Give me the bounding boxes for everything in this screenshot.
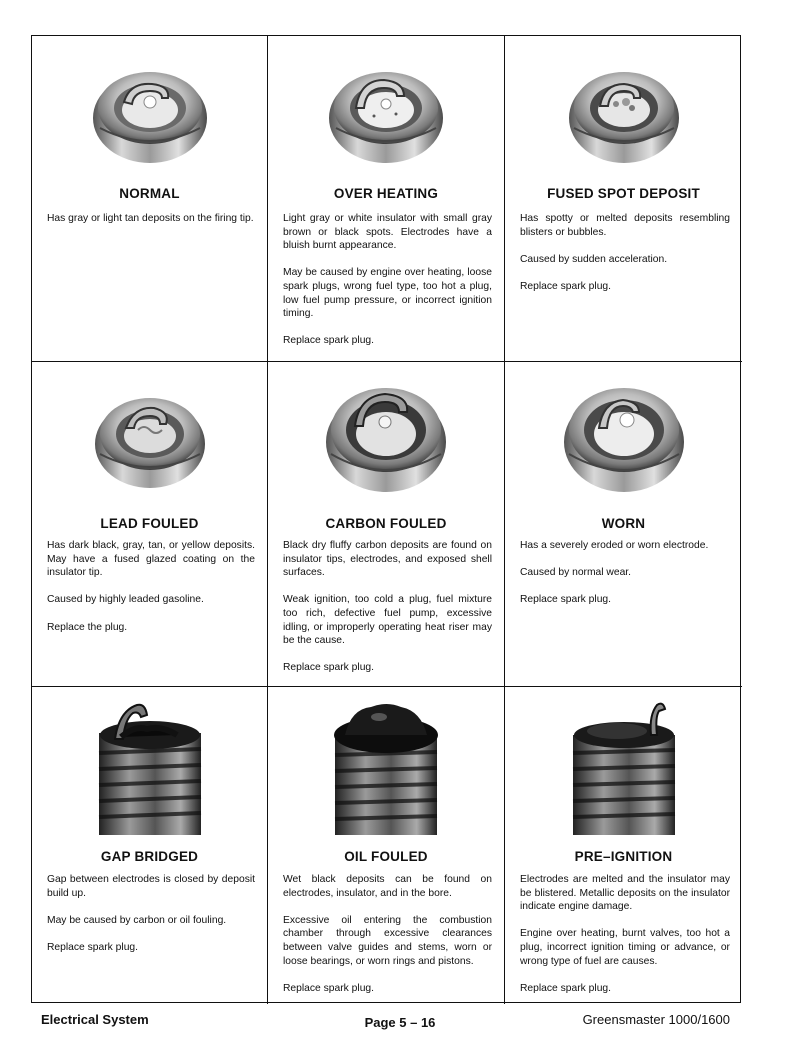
paragraph: May be caused by carbon or oil fouling. (47, 914, 227, 926)
cell-gap-bridged (32, 687, 268, 1004)
cell-body (47, 212, 255, 239)
paragraph: Excessive oil entering the combustion chamber through excessive clearances between valve guides and stems, worn or loose bearings, or worn rings and pistons. (283, 914, 492, 967)
cell-title: OVER HEATING (333, 186, 439, 201)
cell-body (283, 539, 492, 689)
cell-body (283, 212, 492, 362)
paragraph: Caused by highly leaded gasoline. (47, 594, 204, 606)
cell-title: WORN (601, 516, 646, 531)
paragraph: Gap between electrodes is closed by deposit build up. (47, 874, 255, 899)
cell-body (520, 873, 730, 1009)
paragraph: Replace spark plug. (283, 335, 375, 347)
footer-section-title: Electrical System (41, 1012, 149, 1027)
cell-body (47, 539, 255, 648)
paragraph: Replace the plug. (47, 621, 128, 633)
paragraph: Light gray or white insulator with small gray brown or black spots. Electrodes have a bluish burnt appearance. (283, 213, 492, 252)
over-heating-plug-photo (326, 58, 446, 168)
cell-body (283, 873, 492, 1009)
footer-product-name: Greensmaster 1000/1600 (582, 1012, 730, 1027)
paragraph: Replace spark plug. (47, 941, 139, 953)
fused-spot-plug-photo (564, 58, 684, 168)
paragraph: Replace spark plug. (520, 594, 612, 606)
oil-fouled-plug-photo (321, 695, 451, 835)
footer-page-number: Page 5 – 16 (364, 1015, 436, 1030)
paragraph: Has gray or light tan deposits on the firing tip. (47, 213, 254, 224)
paragraph: Has dark black, gray, tan, or yellow deposits. May have a fused glazed coating on the insulator tip. (47, 540, 255, 579)
normal-plug-photo (90, 58, 210, 168)
cell-body (47, 873, 255, 968)
cell-title: GAP BRIDGED (100, 849, 199, 864)
cell-fused-spot-deposit (505, 36, 742, 362)
spark-plug-grid (31, 35, 741, 1003)
cell-normal (32, 36, 268, 362)
paragraph: Has spotty or melted deposits resembling blisters or bubbles. (520, 213, 730, 238)
cell-carbon-fouled (268, 362, 505, 687)
paragraph: Has a severely eroded or worn electrode. (520, 540, 709, 551)
cell-oil-fouled (268, 687, 505, 1004)
cell-over-heating (268, 36, 505, 362)
cell-title: OIL FOULED (344, 849, 428, 864)
paragraph: Replace spark plug. (283, 662, 375, 674)
paragraph: Replace spark plug. (520, 982, 612, 994)
cell-title: LEAD FOULED (100, 516, 199, 531)
cell-title: NORMAL (119, 186, 180, 201)
lead-fouled-plug-photo (90, 382, 210, 492)
carbon-fouled-plug-photo (321, 368, 451, 498)
paragraph: Caused by normal wear. (520, 567, 632, 579)
paragraph: May be caused by engine over heating, loose spark plugs, wrong fuel type, too hot a plug, low fuel pump pressure, or incorrect ignition timing. (283, 267, 492, 320)
cell-body (520, 212, 730, 307)
pre-ignition-plug-photo (559, 695, 689, 835)
paragraph: Replace spark plug. (520, 280, 612, 292)
paragraph: Electrodes are melted and the insulator may be blistered. Metallic deposits on the insulator indicate engine damage. (520, 874, 730, 913)
cell-title: PRE–IGNITION (574, 849, 673, 864)
cell-body (520, 539, 730, 621)
paragraph: Caused by sudden acceleration. (520, 253, 668, 265)
cell-worn (505, 362, 742, 687)
cell-pre-ignition (505, 687, 742, 1004)
gap-bridged-plug-photo (85, 695, 215, 835)
paragraph: Replace spark plug. (283, 982, 375, 994)
cell-lead-fouled (32, 362, 268, 687)
cell-title: FUSED SPOT DEPOSIT (547, 186, 700, 201)
paragraph: Black dry fluffy carbon deposits are found on insulator tips, electrodes, and exposed shell surfaces. (283, 540, 492, 579)
paragraph: Weak ignition, too cold a plug, fuel mixture too rich, defective fuel pump, excessive idling, or improperly operating heat riser may be the cause. (283, 594, 492, 647)
cell-title: CARBON FOULED (325, 516, 447, 531)
page-footer (0, 1010, 800, 1030)
paragraph: Engine over heating, burnt valves, too hot a plug, incorrect ignition timing or advance, or wrong type of fuel are causes. (520, 928, 730, 967)
worn-plug-photo (559, 368, 689, 498)
paragraph: Wet black deposits can be found on electrodes, insulator, and in the bore. (283, 874, 492, 899)
